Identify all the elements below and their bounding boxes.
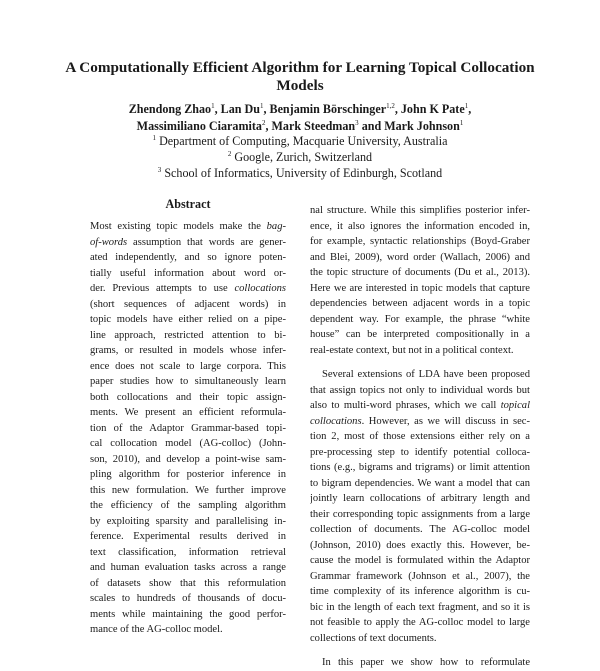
author-line-2: Massimiliano Ciaramita$^2$, Mark Steedman$^3$ and Mark Johnson$^1$ (136, 119, 464, 133)
text-line: that assign topics not only to individual words but (310, 384, 530, 396)
text-line: Grammar framework (Johnson et al., 2007), the (310, 570, 530, 582)
text-line: ence does not scale to large corpora. This (90, 360, 286, 372)
author-affiliation-mark: 3 (355, 119, 359, 127)
author-name: John K Pate (400, 102, 465, 116)
text-line: cause the model is formulated within the Adaptor (310, 555, 530, 566)
text-line: (Johnson, 2010) does exactly this. However, be- (310, 539, 530, 551)
text-line: nal structure. While this simplifies posterior infer- (310, 205, 530, 216)
text-line: ments while maintaining the good perfor- (90, 608, 286, 620)
text-line: of-words assumption that words are gener- (90, 236, 286, 248)
text-line: and Blei, 2009), word order (Wallach, 2006) and (310, 251, 530, 263)
text-line: both collocations and their topic assign- (90, 391, 286, 403)
text-line: tions (e.g., bigrams and trigrams) or limit attention (310, 462, 530, 473)
author-name: Mark Steedman (271, 119, 356, 133)
text-line: also to multi-word phrases, which we call topical (310, 400, 530, 411)
author-affiliation-mark: 1 (459, 119, 464, 127)
text-line: tially useful information about word or- (90, 267, 286, 279)
text-line: collocations. However, as we will discuss in sec- (310, 415, 530, 427)
text-line: their corresponding topic assignments from a large (310, 508, 530, 520)
text-line: scales to hundreds of thousands of docu- (90, 593, 286, 604)
author-affiliation-mark: 1,2 (386, 102, 395, 110)
text-line: this new formulation. We further improve (90, 484, 286, 496)
text-line: line approach, restricted attention to bi- (90, 329, 286, 341)
text-line: for example, syntactic relationships (Boyd-Graber (310, 236, 530, 247)
author-affiliation-mark: 2 (261, 119, 266, 127)
affiliation: $^1$ Department of Computing, Macquarie University, Australia (152, 134, 448, 148)
text-line: the efficiency of the sampling algorithm (90, 500, 286, 511)
text-line: pre-processing step to identify potential colloca- (310, 446, 530, 458)
author-name: Benjamin Börschinger (269, 102, 387, 116)
affiliation: $^3$ School of Informatics, University of Edinburgh, Scotland (157, 166, 443, 180)
author-list (60, 101, 540, 135)
text-line: the topic structure of documents (Du et al., 2013). (310, 267, 530, 278)
text-line: mance of the AG-colloc model. (90, 624, 223, 635)
text-line: pling algorithm for posterior inference in (90, 469, 286, 480)
text-line: cal collocation model (AG-colloc) (John- (90, 438, 286, 449)
text-line: dependencies between adjacent words in a topic (310, 298, 530, 309)
author-affiliation-mark: 1 (259, 102, 264, 110)
text-line: time complexity of its inference algorithm is cu- (310, 586, 530, 597)
text-line: tion of the Adaptor Grammar-based topi- (90, 422, 286, 434)
text-line: jointly learn collocations of arbitrary length and (310, 493, 530, 504)
text-line: son, 2010), and develop a point-wise sam- (90, 453, 286, 465)
text-line: dependent way. For example, the phrase “white (310, 313, 530, 325)
text-line: der. Previous attempts to use collocations (90, 283, 286, 294)
text-line: In this paper we show how to reformulate (322, 657, 530, 668)
text-line: bic in the length of each text fragment, and so it is (310, 601, 530, 613)
text-line: collection of documents. The AG-colloc model (310, 524, 530, 535)
text-line: to bigram dependencies. We want a model that can (310, 477, 530, 489)
author-line-1: Zhendong Zhao$^1$, Lan Du$^1$, Benjamin Börschinger$^{1,2}$, John K Pate$^1$, (128, 102, 472, 116)
text-line: not feasible to apply the AG-colloc model to large (310, 617, 530, 628)
author-name: Zhendong Zhao (128, 102, 212, 116)
text-line: tion 2, most of those extensions either rely on a (310, 431, 530, 442)
text-line: and human evaluation tasks across a range (90, 562, 286, 573)
author-affiliation-mark: 1 (211, 102, 215, 110)
text-line: real-estate context, but not in a political context. (310, 344, 514, 356)
introduction-body (310, 203, 530, 671)
text-line: ated independently, and so ignore poten- (90, 252, 286, 263)
affiliation-list (60, 133, 540, 181)
affiliation: $^2$ Google, Zurich, Switzerland (227, 150, 373, 164)
text-line: of datasets show that this reformulation (90, 577, 286, 589)
text-line: ference. Experimental results derived in (90, 531, 286, 542)
author-name: Mark Johnson (384, 119, 460, 133)
author-name: Lan Du (220, 102, 260, 116)
text-line: collections of text documents. (310, 632, 437, 644)
text-line: ments. We present an efficient reformula- (90, 407, 286, 418)
text-line: grams, or resulted in models whose infer- (90, 345, 286, 356)
abstract-heading: Abstract (165, 197, 211, 211)
text-line: by exploiting sparsity and parallelising in- (90, 515, 286, 527)
text-line: paper studies how to simultaneously learn (90, 376, 286, 387)
text-line: topic models have either relied on a pipe- (90, 314, 286, 325)
abstract-body (90, 219, 286, 638)
text-line: Several extensions of LDA have been proposed (322, 369, 530, 380)
text-line: ence, it also ignores the information encoded in, (310, 220, 530, 232)
and-conjunction: and (361, 119, 382, 133)
paper-title: A Computationally Efficient Algorithm for Learning Topical Collocation Models (65, 59, 535, 94)
text-line: (short sequences of adjacent words) in (90, 298, 286, 310)
text-line: text classification, information retrieval (90, 546, 286, 558)
author-name: Massimiliano Ciaramita (136, 119, 262, 133)
text-line: house” can be interpreted compositionally in a (310, 329, 530, 340)
text-line: Most existing topic models make the bag- (90, 221, 286, 232)
author-affiliation-mark: 1 (464, 102, 469, 110)
text-line: Here we are interested in topic models that capture (310, 282, 530, 294)
